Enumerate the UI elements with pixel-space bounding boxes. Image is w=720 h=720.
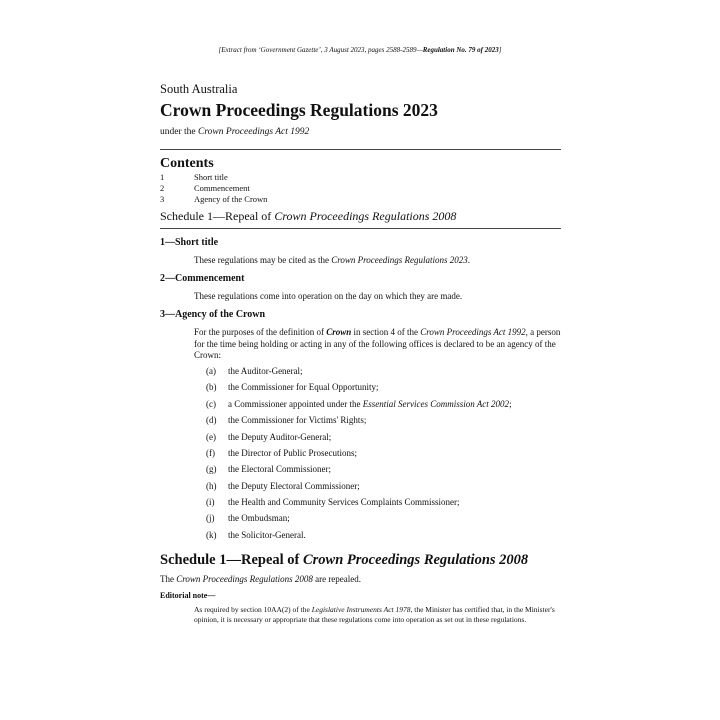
office-list-item: (k) the Solicitor-General. <box>206 530 306 540</box>
enabling-act-line: under the Crown Proceedings Act 1992 <box>160 127 310 137</box>
editorial-note-heading: Editorial note— <box>160 591 216 600</box>
office-list-item: (g) the Electoral Commissioner; <box>206 464 331 474</box>
contents-heading: Contents <box>160 156 214 171</box>
office-list-item: (b) the Commissioner for Equal Opportunity; <box>206 382 379 392</box>
section-3-body: For the purposes of the definition of Crown in section 4 of the Crown Proceedings Act 1992, a person for the time being holding or acting in any of the following offices is declared to be an agency of the Crown: <box>194 327 561 360</box>
section-3-heading: 3—Agency of the Crown <box>160 309 266 320</box>
schedule-1-heading: Schedule 1—Repeal of Crown Proceedings Regulations 2008 <box>160 552 529 568</box>
divider <box>160 149 561 150</box>
jurisdiction: South Australia <box>160 82 238 96</box>
toc-schedule-item[interactable]: Schedule 1—Repeal of Crown Proceedings Regulations 2008 <box>160 209 457 223</box>
schedule-1-body: The Crown Proceedings Regulations 2008 are repealed. <box>160 574 362 584</box>
office-list-item: (c) a Commissioner appointed under the Essential Services Commission Act 2002; <box>206 399 512 409</box>
gazette-extract-header: [Extract from ‘Government Gazette’, 3 August 2023, pages 2588-2589—Regulation No. 79 of 2023] <box>218 46 502 54</box>
office-list-item: (e) the Deputy Auditor-General; <box>206 432 332 442</box>
editorial-note-body: As required by section 10AA(2) of the Legislative Instruments Act 1978, the Minister has certified that, in the Minister's opinion, it is necessary or appropriate that these regulations come into operation as set out in these regulations. <box>194 605 555 624</box>
office-list-item: (i) the Health and Community Services Complaints Commissioner; <box>206 497 460 507</box>
section-2-heading: 2—Commencement <box>160 273 245 284</box>
office-list-item: (h) the Deputy Electoral Commissioner; <box>206 481 360 491</box>
office-list-item: (d) the Commissioner for Victims' Rights; <box>206 415 367 425</box>
section-2-body: These regulations come into operation on the day on which they are made. <box>194 291 463 301</box>
page-title: Crown Proceedings Regulations 2023 <box>160 100 438 120</box>
gazette-page: [Extract from ‘Government Gazette’, 3 August 2023, pages 2588-2589—Regulation No. 79 of 2023] South Australia Crown Proceedings Regulations 2023 under the Crown Proceedings Act 1992 Contents 1 Short title 2 Commencement 3 Agency of the Crown Schedule 1—Repeal of Crown Proceedings Regulations 2008 1—Short title These regulations may be cited as the Crown Proceedings Regulations 2023. 2—Commencement These regulations come into operation on the day on which they are made. 3—Agency of the Crown For the purposes of the definition of Crown in section 4 of the Crown Proceedings Act 1992, a person for the time being holding or acting in any of the following offices is declared to be an agency of the Crown: (a) the Auditor-General; (b) the Commissioner for Equal Opportunity; (c) a Commissioner appointed under the Essential Services Commission Act 2002; (d) the Commissioner for Victims' Rights; (e) the Deputy Auditor-General; (f) the Director of Public Prosecutions; (g) the Electoral Commissioner; (h) the Deputy Electoral Commissioner; (i) the Health and Community Services Complaints Commissioner; (j) the Ombudsman; (k) the Solicitor-General. Schedule 1—Repeal of Crown Proceedings Regulations 2008 The Crown Proceedings Regulations 2008 are repealed. Editorial note— As required by section 10AA(2) of the Legislative Instruments Act 1978, the Minister has certified that, in the Minister's opinion, it is necessary or appropriate that these regulations come into operation as set out in these regulations. <box>0 0 720 720</box>
office-list-item: (f) the Director of Public Prosecutions; <box>206 448 357 458</box>
divider <box>160 228 561 229</box>
section-1-heading: 1—Short title <box>160 237 219 248</box>
section-1-body: These regulations may be cited as the Crown Proceedings Regulations 2023. <box>194 255 471 265</box>
office-list-item: (j) the Ombudsman; <box>206 513 290 523</box>
office-list-item: (a) the Auditor-General; <box>206 366 303 376</box>
